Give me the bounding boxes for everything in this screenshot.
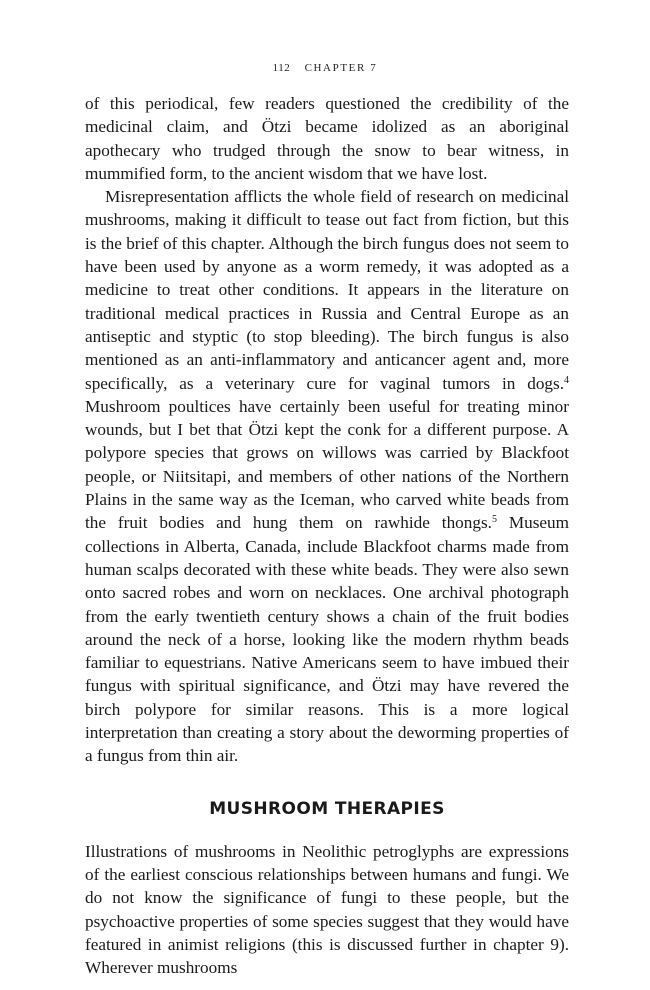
section-heading: MUSHROOM THERAPIES [209,798,445,819]
text-run: Mushroom poultices have certainly been useful for treating minor wounds, but I bet that Ötzi kept the conk for a different purpose. A polypore species that grows on willows was carried by Blackfoot people, or Niitsitapi, and members of other nations of the Northern Plains in the same way as the Iceman, who carved white beads from the fruit bodies and hung them on rawhide thongs. [85,396,569,533]
chapter-label: CHAPTER 7 [304,62,378,74]
text-run: Museum collections in Alberta, Canada, include Blackfoot charms made from human scalps decorated with these white beads. They were also sewn onto sacred robes and worn on necklaces. One archival photograph from the early twentieth century shows a chain of the fruit bodies around the neck of a horse, looking like the modern rhythm beads familiar to equestrians. Native Americans seem to have imbued their fungus with spiritual significance, and Ötzi may have revered the birch polypore for similar reasons. This is a more logical interpretation than creating a story about the deworming properties of a fungus from thin air. [85,513,569,766]
page-number: 112 [272,62,291,74]
paragraph-continued [85,92,569,185]
text-run: Misrepresentation afflicts the whole field of research on medicinal mushrooms, making it difficult to tease out fact from fiction, but this is the brief of this chapter. Although the birch fungus does not seem to have been used by anyone as a worm remedy, it was adopted as a medicine to treat other conditions. It appears in the literature on traditional medical practices in Russia and Central Europe as an antiseptic and styptic (to stop bleeding). The birch fungus is also mentioned as an anti-inflammatory and anticancer agent and, more specifically, as a veterinary cure for vaginal tumors in dogs. [85,187,569,393]
footnote-ref-5[interactable]: 5 [491,514,497,526]
paragraph-misrepresentation [85,185,569,767]
paragraph-mushroom-therapies [85,840,569,980]
footnote-ref-4[interactable]: 4 [564,374,569,386]
text-run: of this periodical, few readers questioned the credibility of the medicinal claim, and Ötzi became idolized as an aboriginal apothecary who trudged through the snow to bear witness, in mummified form, to the ancient wisdom that we have lost. [85,94,569,183]
text-run: Illustrations of mushrooms in Neolithic petroglyphs are expressions of the earliest conscious relationships between humans and fungi. We do not know the significance of fungi to these people, but the psychoactive properties of some species suggest that they would have featured in animist religions (this is discussed further in chapter 9). Wherever mushrooms [85,841,569,978]
body-text [85,92,569,979]
running-head [0,62,650,74]
